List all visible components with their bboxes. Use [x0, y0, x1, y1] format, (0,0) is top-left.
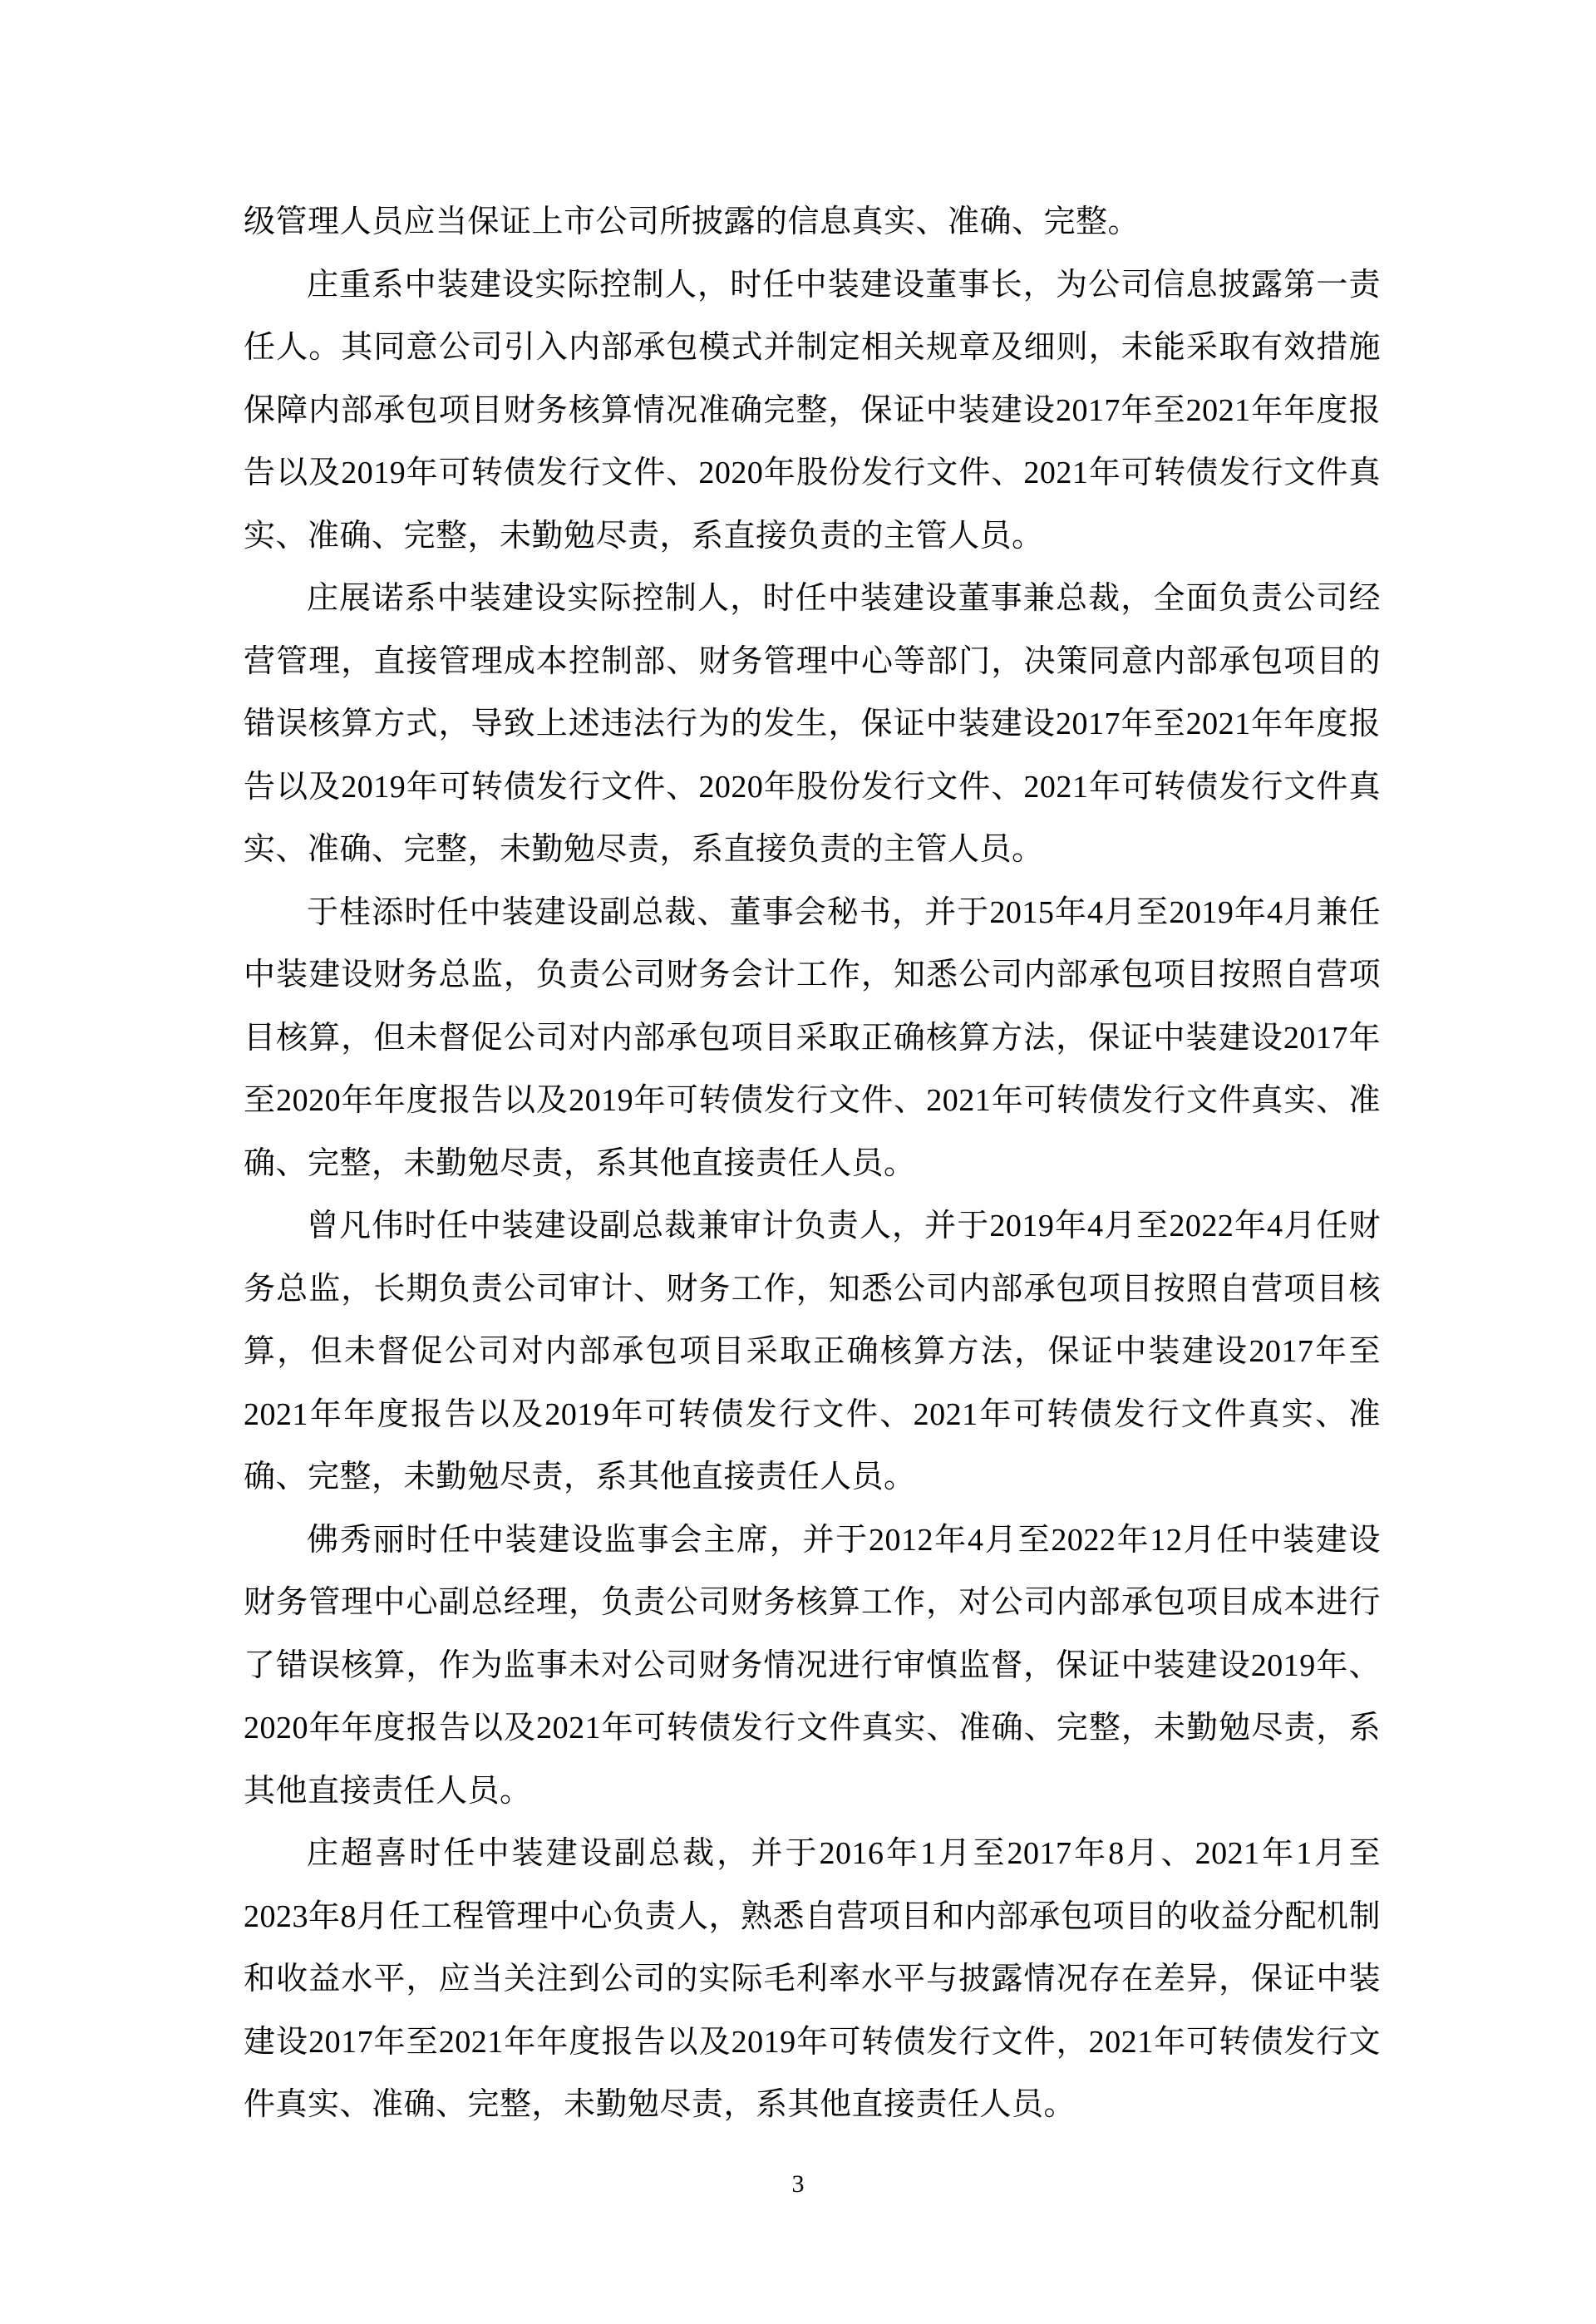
paragraph-zhuang-zhannuo: 庄展诺系中装建设实际控制人，时任中装建设董事兼总裁，全面负责公司经营管理，直接管理成本控制部、财务管理中心等部门，决策同意内部承包项目的错误核算方式，导致上述违法行为的发生，保证中装建设2017年至2021年年度报告以及2019年可转债发行文件、2020年股份发行文件、2021年可转债发行文件真实、准确、完整，未勤勉尽责，系直接负责的主管人员。	[244, 581, 1381, 867]
page-footer	[0, 2168, 1596, 2201]
paragraph-yu-guitian: 于桂添时任中装建设副总裁、董事会秘书，并于2015年4月至2019年4月兼任中装建设财务总监，负责公司财务会计工作，知悉公司内部承包项目按照自营项目核算，但未督促公司对内部承包项目采取正确核算方法，保证中装建设2017年至2020年年度报告以及2019年可转债发行文件、2021年可转债发行文件真实、准确、完整，未勤勉尽责，系其他直接责任人员。	[244, 894, 1381, 1181]
paragraph-fo-xiuli: 佛秀丽时任中装建设监事会主席，并于2012年4月至2022年12月任中装建设财务管理中心副总经理，负责公司财务核算工作，对公司内部承包项目成本进行了错误核算，作为监事未对公司财务情况进行审慎监督，保证中装建设2019年、2020年年度报告以及2021年可转债发行文件真实、准确、完整，未勤勉尽责，系其他直接责任人员。	[244, 1522, 1381, 1809]
paragraph-continuation: 级管理人员应当保证上市公司所披露的信息真实、准确、完整。	[244, 204, 1140, 239]
paragraph-zhuang-chaoxi: 庄超喜时任中装建设副总裁，并于2016年1月至2017年8月、2021年1月至2023年8月任工程管理中心负责人，熟悉自营项目和内部承包项目的收益分配机制和收益水平，应当关注到公司的实际毛利率水平与披露情况存在差异，保证中装建设2017年至2021年年度报告以及2019年可转债发行文件，2021年可转债发行文件真实、准确、完整，未勤勉尽责，系其他直接责任人员。	[244, 1836, 1382, 2122]
paragraph-zhuang-zhong: 庄重系中装建设实际控制人，时任中装建设董事长，为公司信息披露第一责任人。其同意公司引入内部承包模式并制定相关规章及细则，未能采取有效措施保障内部承包项目财务核算情况准确完整，保证中装建设2017年至2021年年度报告以及2019年可转债发行文件、2020年股份发行文件、2021年可转债发行文件真实、准确、完整，未勤勉尽责，系直接负责的主管人员。	[244, 267, 1381, 554]
document-body	[244, 191, 1381, 2137]
paragraph-zeng-fanwei: 曾凡伟时任中装建设副总裁兼审计负责人，并于2019年4月至2022年4月任财务总监，长期负责公司审计、财务工作，知悉公司内部承包项目按照自营项目核算，但未督促公司对内部承包项目采取正确核算方法，保证中装建设2017年至2021年年度报告以及2019年可转债发行文件、2021年可转债发行文件真实、准确、完整，未勤勉尽责，系其他直接责任人员。	[244, 1209, 1381, 1494]
page-number: 3	[791, 2170, 805, 2198]
